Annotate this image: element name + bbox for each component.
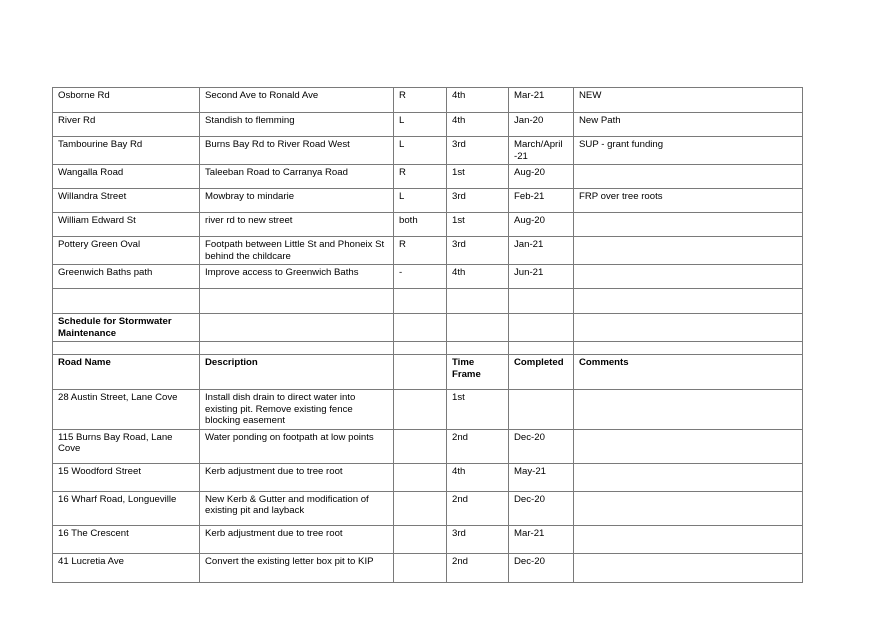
road-name-cell: River Rd bbox=[53, 113, 200, 137]
table-row bbox=[53, 137, 803, 165]
description-cell: Mowbray to mindarie bbox=[200, 189, 394, 213]
road-name-cell: Pottery Green Oval bbox=[53, 237, 200, 265]
side-cell: R bbox=[394, 237, 447, 265]
table-row bbox=[53, 429, 803, 463]
completed-cell bbox=[509, 390, 574, 430]
time-frame-cell: 3rd bbox=[447, 525, 509, 553]
side-cell: L bbox=[394, 113, 447, 137]
side-cell: L bbox=[394, 137, 447, 165]
time-frame-cell: 2nd bbox=[447, 491, 509, 525]
table-row bbox=[53, 525, 803, 553]
side-cell: L bbox=[394, 189, 447, 213]
comments-cell bbox=[574, 165, 803, 189]
description-cell: Taleeban Road to Carranya Road bbox=[200, 165, 394, 189]
road-name-cell: Osborne Rd bbox=[53, 88, 200, 113]
maintenance-schedule-table bbox=[52, 87, 803, 583]
road-name-cell: Wangalla Road bbox=[53, 165, 200, 189]
table-row bbox=[53, 88, 803, 113]
description-cell: Second Ave to Ronald Ave bbox=[200, 88, 394, 113]
completed-cell: Dec-20 bbox=[509, 429, 574, 463]
time-frame-cell: 4th bbox=[447, 113, 509, 137]
description-cell: New Kerb & Gutter and modification of existing pit and layback bbox=[200, 491, 394, 525]
completed-cell: Jun-21 bbox=[509, 265, 574, 289]
side-cell: both bbox=[394, 213, 447, 237]
description-cell: Footpath between Little St and Phoneix St behind the childcare bbox=[200, 237, 394, 265]
completed-cell: May-21 bbox=[509, 463, 574, 491]
side-cell: - bbox=[394, 265, 447, 289]
completed-cell: March/April -21 bbox=[509, 137, 574, 165]
description-cell: Improve access to Greenwich Baths bbox=[200, 265, 394, 289]
table-row bbox=[53, 189, 803, 213]
section-title-row bbox=[53, 314, 803, 342]
road-name-cell: 15 Woodford Street bbox=[53, 463, 200, 491]
description-cell: Kerb adjustment due to tree root bbox=[200, 525, 394, 553]
comments-cell bbox=[574, 553, 803, 582]
road-name-cell: Greenwich Baths path bbox=[53, 265, 200, 289]
completed-cell: Jan-21 bbox=[509, 237, 574, 265]
side-cell: R bbox=[394, 88, 447, 113]
description-cell: Kerb adjustment due to tree root bbox=[200, 463, 394, 491]
road-name-cell: Tambourine Bay Rd bbox=[53, 137, 200, 165]
road-name-cell: 41 Lucretia Ave bbox=[53, 553, 200, 582]
time-frame-cell: 2nd bbox=[447, 429, 509, 463]
header-description: Description bbox=[200, 355, 394, 390]
blank-row bbox=[53, 342, 803, 355]
comments-cell bbox=[574, 429, 803, 463]
header-comments: Comments bbox=[574, 355, 803, 390]
description-cell: Convert the existing letter box pit to KIP bbox=[200, 553, 394, 582]
completed-cell: Mar-21 bbox=[509, 525, 574, 553]
time-frame-cell: 2nd bbox=[447, 553, 509, 582]
completed-cell: Dec-20 bbox=[509, 553, 574, 582]
comments-cell: New Path bbox=[574, 113, 803, 137]
comments-cell bbox=[574, 491, 803, 525]
comments-cell bbox=[574, 463, 803, 491]
comments-cell: NEW bbox=[574, 88, 803, 113]
time-frame-cell: 3rd bbox=[447, 189, 509, 213]
header-time-frame: Time Frame bbox=[447, 355, 509, 390]
header-completed: Completed bbox=[509, 355, 574, 390]
table-row bbox=[53, 553, 803, 582]
road-name-cell: William Edward St bbox=[53, 213, 200, 237]
table-row bbox=[53, 390, 803, 430]
description-cell: Standish to flemming bbox=[200, 113, 394, 137]
description-cell: Burns Bay Rd to River Road West bbox=[200, 137, 394, 165]
table-row bbox=[53, 165, 803, 189]
completed-cell: Jan-20 bbox=[509, 113, 574, 137]
time-frame-cell: 4th bbox=[447, 463, 509, 491]
time-frame-cell: 4th bbox=[447, 265, 509, 289]
comments-cell bbox=[574, 390, 803, 430]
table-row bbox=[53, 265, 803, 289]
section-title: Schedule for Stormwater Maintenance bbox=[53, 314, 200, 342]
description-cell: river rd to new street bbox=[200, 213, 394, 237]
side-cell: R bbox=[394, 165, 447, 189]
description-cell: Install dish drain to direct water into existing pit. Remove existing fence blocking easement bbox=[200, 390, 394, 430]
road-name-cell: 115 Burns Bay Road, Lane Cove bbox=[53, 429, 200, 463]
completed-cell: Aug-20 bbox=[509, 165, 574, 189]
table-row bbox=[53, 463, 803, 491]
comments-cell bbox=[574, 237, 803, 265]
table-row bbox=[53, 237, 803, 265]
time-frame-cell: 3rd bbox=[447, 137, 509, 165]
road-name-cell: 16 Wharf Road, Longueville bbox=[53, 491, 200, 525]
description-cell: Water ponding on footpath at low points bbox=[200, 429, 394, 463]
comments-cell bbox=[574, 265, 803, 289]
table-row bbox=[53, 491, 803, 525]
comments-cell: FRP over tree roots bbox=[574, 189, 803, 213]
road-name-cell: Willandra Street bbox=[53, 189, 200, 213]
time-frame-cell: 4th bbox=[447, 88, 509, 113]
completed-cell: Feb-21 bbox=[509, 189, 574, 213]
time-frame-cell: 1st bbox=[447, 213, 509, 237]
completed-cell: Aug-20 bbox=[509, 213, 574, 237]
road-name-cell: 28 Austin Street, Lane Cove bbox=[53, 390, 200, 430]
completed-cell: Mar-21 bbox=[509, 88, 574, 113]
road-name-cell: 16 The Crescent bbox=[53, 525, 200, 553]
comments-cell bbox=[574, 213, 803, 237]
table-row bbox=[53, 213, 803, 237]
header-row bbox=[53, 355, 803, 390]
table-row bbox=[53, 113, 803, 137]
comments-cell: SUP - grant funding bbox=[574, 137, 803, 165]
completed-cell: Dec-20 bbox=[509, 491, 574, 525]
time-frame-cell: 3rd bbox=[447, 237, 509, 265]
header-road-name: Road Name bbox=[53, 355, 200, 390]
blank-row bbox=[53, 289, 803, 314]
time-frame-cell: 1st bbox=[447, 165, 509, 189]
time-frame-cell: 1st bbox=[447, 390, 509, 430]
comments-cell bbox=[574, 525, 803, 553]
